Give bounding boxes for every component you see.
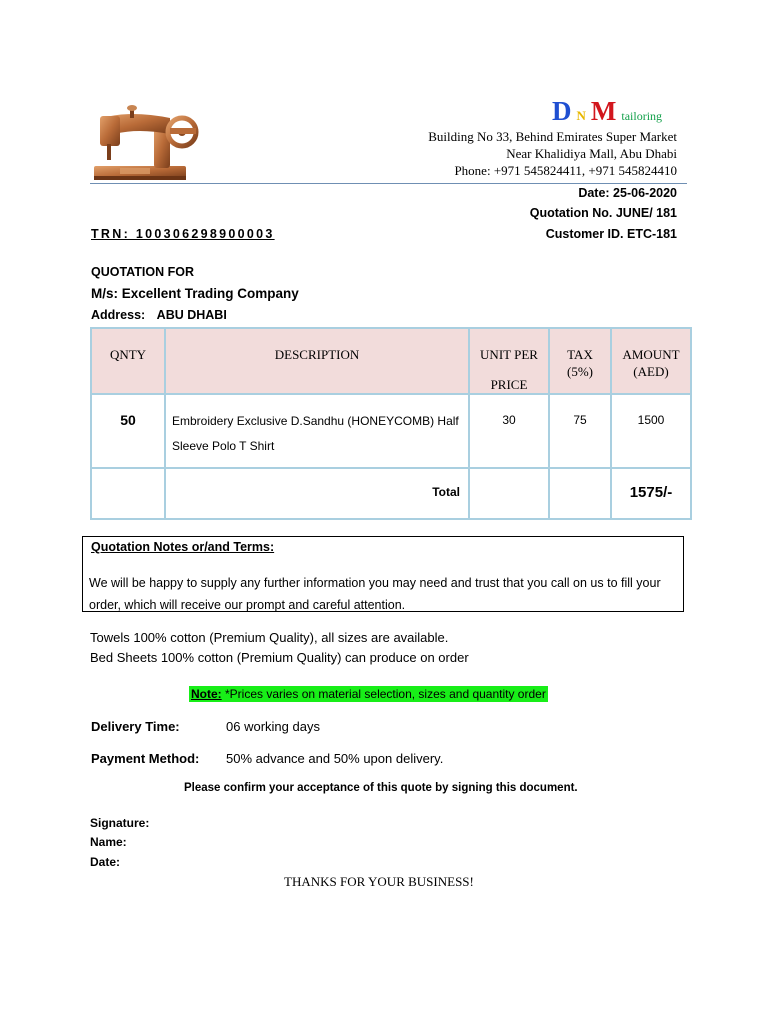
total-row (91, 468, 691, 519)
header-description: DESCRIPTION (165, 328, 469, 394)
delivery-label: Delivery Time: (91, 719, 180, 734)
cell-description: Embroidery Exclusive D.Sandhu (HONEYCOMB) Half Sleeve Polo T Shirt (165, 394, 469, 468)
quote-date: Date: 25-06-2020 (578, 186, 677, 200)
customer-id: Customer ID. ETC-181 (545, 227, 677, 241)
thanks-footer: THANKS FOR YOUR BUSINESS! (284, 874, 474, 889)
address-value: ABU DHABI (156, 308, 227, 322)
brand-letter-n: N (576, 108, 586, 123)
header-tax: TAX (5%) (549, 328, 611, 394)
payment-value: 50% advance and 50% upon delivery. (226, 751, 444, 766)
cell-tax: 75 (549, 394, 611, 468)
towels-line: Towels 100% cotton (Premium Quality), all sizes are available. (90, 630, 449, 645)
address-label: Address: (91, 308, 146, 322)
brand-letter-m: M (590, 96, 617, 126)
notes-title: Quotation Notes or/and Terms: (91, 540, 275, 554)
cell-amount: 1500 (611, 394, 691, 468)
sewing-machine-icon (90, 104, 210, 186)
table-row (91, 394, 691, 468)
bedsheets-line: Bed Sheets 100% cotton (Premium Quality) can produce on order (90, 650, 469, 665)
date-label: Date: (90, 855, 121, 869)
total-value-cell: 1575/- (611, 468, 691, 519)
company-address-line2: Near Khalidiya Mall, Abu Dhabi (506, 146, 677, 161)
note-text: *Prices varies on material selection, sizes and quantity order (221, 687, 546, 701)
delivery-value: 06 working days (226, 719, 320, 734)
brand-logo (552, 96, 662, 127)
signature-label: Signature: (90, 816, 150, 830)
note-label: Note: (191, 687, 222, 701)
header-amount: AMOUNT (AED) (611, 328, 691, 394)
brand-tailoring: tailoring (621, 109, 663, 123)
header-divider (90, 183, 687, 184)
header-qty: QNTY (91, 328, 165, 394)
quotation-table (90, 327, 692, 520)
quotation-number: Quotation No. JUNE/ 181 (529, 206, 677, 220)
company-phone: Phone: +971 545824411, +971 545824410 (454, 163, 677, 178)
table-header-row (91, 328, 691, 394)
quotation-for-heading: QUOTATION FOR (91, 265, 194, 279)
brand-letter-d: D (552, 96, 572, 126)
recipient-address (91, 308, 227, 322)
header-unit-price: UNIT PER PRICE (469, 328, 549, 394)
total-label-cell: Total (165, 468, 469, 519)
trn-number: TRN: 100306298900003 (91, 227, 275, 241)
name-label: Name: (90, 835, 127, 849)
cell-qty: 50 (91, 394, 165, 468)
price-note-highlight (189, 686, 548, 702)
cell-unit-price: 30 (469, 394, 549, 468)
recipient-name: M/s: Excellent Trading Company (91, 286, 299, 301)
confirm-text: Please confirm your acceptance of this quote by signing this document. (184, 782, 578, 794)
company-address-line1: Building No 33, Behind Emirates Super Market (428, 129, 677, 144)
payment-label: Payment Method: (91, 751, 200, 766)
notes-body: We will be happy to supply any further information you may need and trust that you call on us to fill your order, which will receive our prompt and careful attention. (89, 576, 661, 612)
quotation-notes-box (82, 536, 684, 612)
